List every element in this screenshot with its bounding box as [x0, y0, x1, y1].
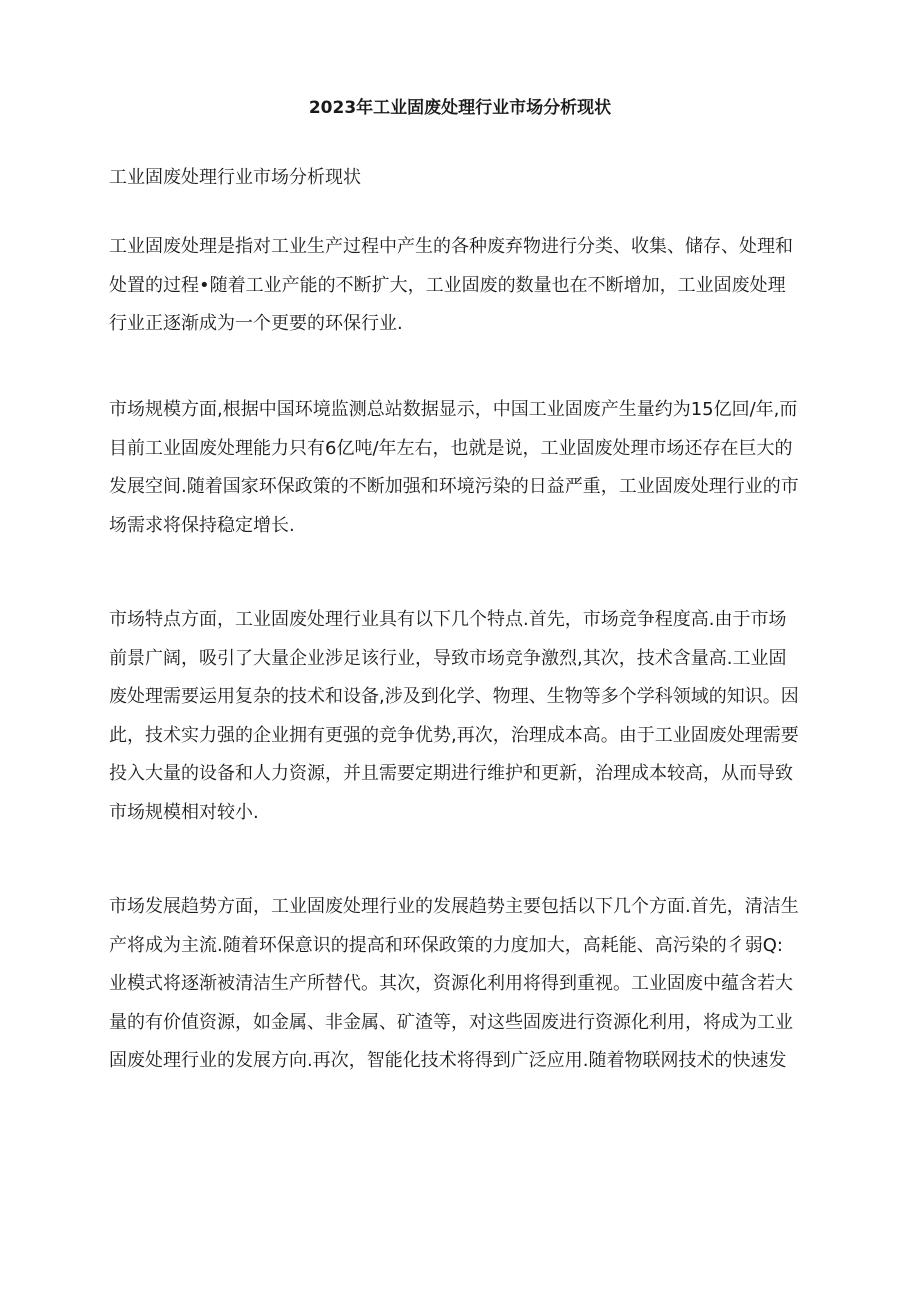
paragraph-line: 市场规模相对较小. — [109, 801, 259, 823]
paragraph-line: 市场规模方面,根据中国环境监测总站数据显示，中国工业固废产生量约为15亿回/年,而 — [109, 399, 798, 420]
paragraph-line: 市场发展趋势方面，工业固废处理行业的发展趋势主要包括以下几个方面.首先，清洁生 — [109, 896, 799, 917]
document-title: 2023年工业固废处理行业市场分析现状 — [308, 98, 612, 118]
paragraph-line: 工业固废处理是指对工业生产过程中产生的各种废弃物进行分类、收集、储存、处理和 — [109, 236, 793, 257]
paragraph-line: 业模式将逐渐被清洁生产所替代。其次，资源化利用将得到重视。工业固废中蕴含若大 — [109, 973, 793, 994]
paragraph-line: 场需求将保持稳定增长. — [109, 514, 295, 536]
section-heading: 工业固废处理行业市场分析现状 — [109, 167, 361, 188]
paragraph-market-trends — [109, 888, 814, 1081]
paragraph-line: 投入大量的设备和人力资源，并且需要定期进行维护和更新，治理成本较高，从而导致 — [109, 763, 793, 784]
paragraph-line: 目前工业固废处理能力只有6亿吨/年左右，也就是说，工业固废处理市场还存在巨大的 — [109, 437, 793, 459]
paragraph-line: 行业正逐渐成为一个更要的环保行业. — [109, 313, 403, 334]
paragraph-line: 前景广阔，吸引了大量企业涉足该行业，导致市场竞争激烈,其次，技术含量高.工业固 — [109, 647, 787, 669]
paragraph-line: 发展空间.随着国家环保政策的不断加强和环境污染的日益严重，工业固废处理行业的市 — [109, 476, 799, 497]
paragraph-line: 固废处理行业的发展方向.再次，智能化技术将得到广泛应用.随着物联网技术的快速发 — [109, 1050, 787, 1071]
paragraph-line: 处置的过程•随着工业产能的不断扩大，工业固废的数量也在不断增加，工业固废处理 — [109, 274, 786, 296]
paragraph-definition — [109, 228, 814, 344]
paragraph-line: 产将成为主流.随着环保意识的提高和环保政策的力度加大，高耗能、高污染的彳弱Q: — [109, 934, 783, 956]
paragraph-line: 废处理需要运用复杂的技术和设备,涉及到化学、物理、生物等多个学科领域的知识。因 — [109, 686, 799, 707]
paragraph-line: 此，技术实力强的企业拥有更强的竞争优势,再次，治理成本高。由于工业固废处理需要 — [109, 724, 799, 746]
paragraph-line: 量的有价值资源，如金属、非金属、矿渣等，对这些固废进行资源化利用，将成为工业 — [109, 1011, 793, 1033]
paragraph-line: 市场特点方面，工业固废处理行业具有以下几个特点.首先，市场竞争程度高.由于市场 — [109, 609, 787, 630]
paragraph-market-features — [109, 601, 814, 832]
paragraph-market-size — [109, 391, 814, 545]
